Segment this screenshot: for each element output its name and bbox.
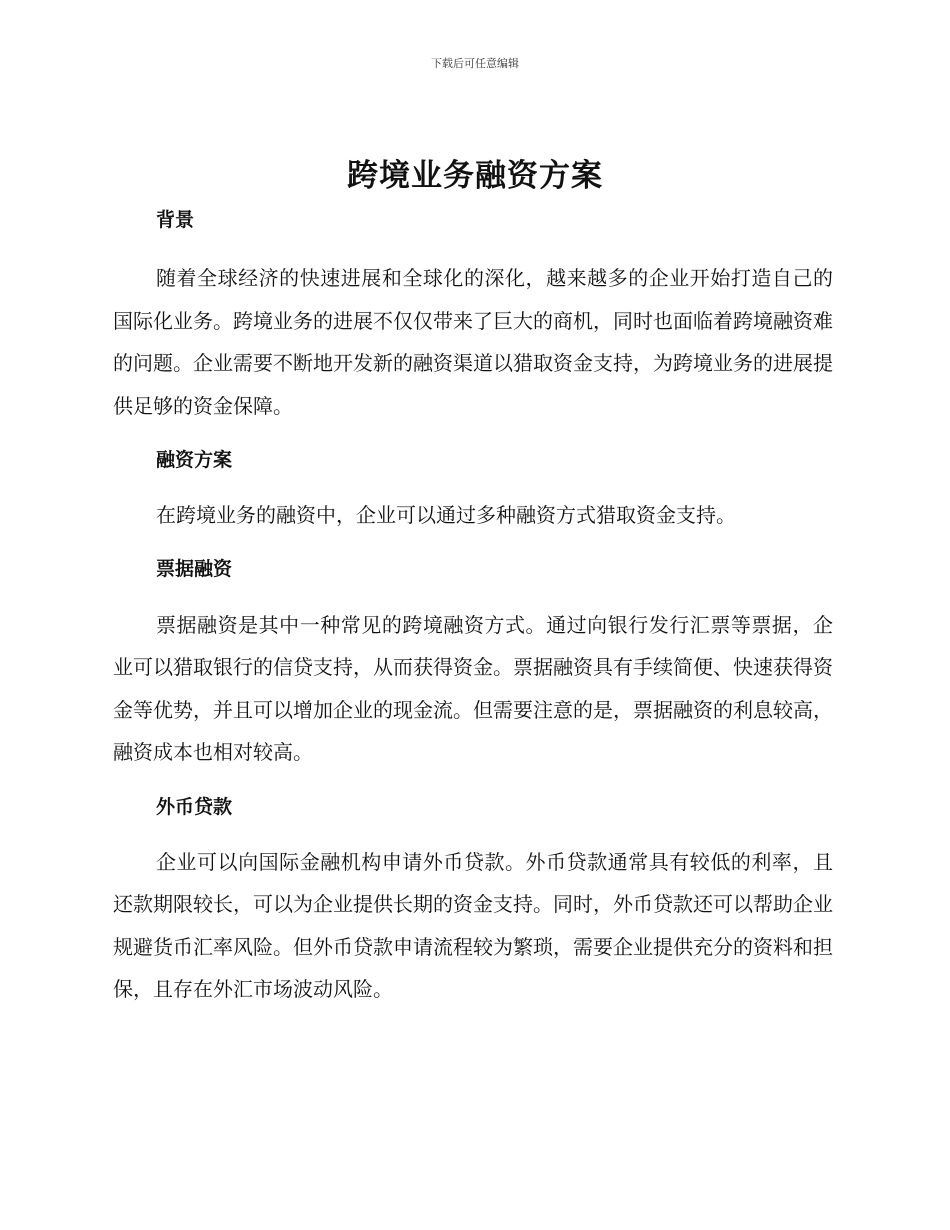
section-heading-foreign-currency-loan: 外币贷款 bbox=[156, 795, 233, 818]
section-paragraph-bill-financing: 票据融资是其中一种常见的跨境融资方式。通过向银行发行汇票等票据，企业可以猎取银行的信贷支持，从而获得资金。票据融资具有手续简便、快速获得资金等优势，并且可以增加企业的现金流。但需要注意的是，票据融资的利息较高，融资成本也相对较高。 bbox=[113, 612, 833, 764]
section-heading-financing-plan: 融资方案 bbox=[156, 449, 233, 471]
document-body bbox=[113, 205, 833, 1011]
section-paragraph-foreign-currency-loan: 企业可以向国际金融机构申请外币贷款。外币贷款通常具有较低的利率，且还款期限较长，可以为企业提供长期的资金支持。同时，外币贷款还可以帮助企业规避货币汇率风险。但外币贷款申请流程较为繁琐，需要企业提供充分的资料和担保，且存在外汇市场波动风险。 bbox=[113, 849, 833, 1001]
section-paragraph-background: 随着全球经济的快速进展和全球化的深化，越来越多的企业开始打造自己的国际化业务。跨境业务的进展不仅仅带来了巨大的商机，同时也面临着跨境融资难的问题。企业需要不断地开发新的融资渠道以猎取资金支持，为跨境业务的进展提供足够的资金保障。 bbox=[113, 266, 833, 418]
header-note: 下载后可任意编辑 bbox=[431, 57, 519, 70]
section-heading-bill-financing: 票据融资 bbox=[156, 557, 233, 580]
section-heading-background: 背景 bbox=[156, 209, 195, 231]
document-title: 跨境业务融资方案 bbox=[347, 158, 603, 194]
section-paragraph-financing-plan: 在跨境业务的融资中，企业可以通过多种融资方式猎取资金支持。 bbox=[156, 503, 736, 527]
